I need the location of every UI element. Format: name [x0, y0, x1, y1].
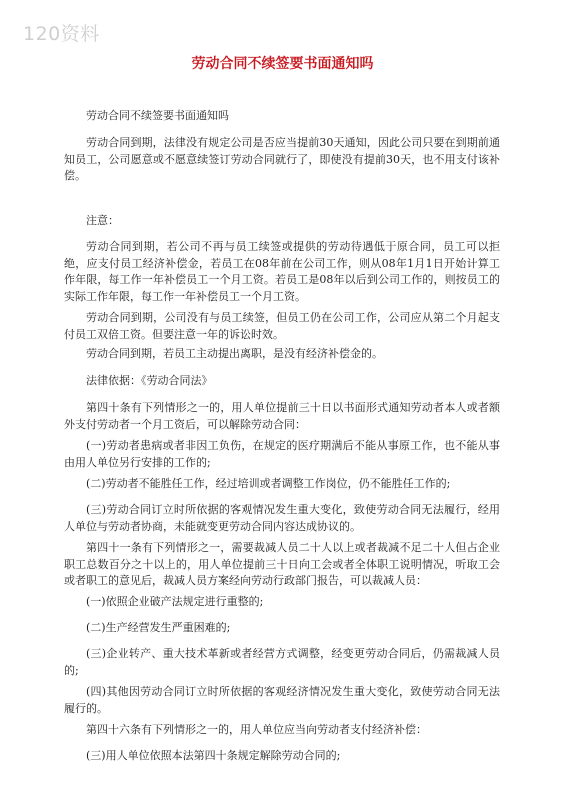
- paragraph-article-40-item-3: (三)劳动合同订立时所依据的客观情况发生重大变化，致使劳动合同无法履行，经用人单位与劳动者协商，未能就变更劳动合同内容达成协议的。: [64, 503, 500, 533]
- paragraph-article-46-item-3: (三)用人单位依照本法第四十条规定解除劳动合同的;: [86, 749, 341, 762]
- paragraph-note-label: 注意：: [86, 214, 119, 227]
- paragraph-article-41-item-2: (二)生产经营发生严重困难的;: [86, 621, 231, 634]
- paragraph-article-41: 第四十一条有下列情形之一，需要裁减人员二十人以上或者裁减不足二十人但占企业职工总数百分之十以上的，用人单位提前三十日向工会或者全体职工说明情况，听取工会或者职工的意见后，裁减人员方案经向劳动行政部门报告，可以裁减人员：: [64, 541, 500, 587]
- paragraph-article-40: 第四十条有下列情形之一的，用人单位提前三十日以书面形式通知劳动者本人或者额外支付劳动者一个月工资后，可以解除劳动合同：: [64, 401, 500, 431]
- document-title: 劳动合同不续签要书面通知吗: [191, 56, 374, 72]
- paragraph-note-compensation: 劳动合同到期，若公司不再与员工续签或提供的劳动待遇低于原合同，员工可以拒绝，应支付员工经济补偿金，若员工在08年前在公司工作，则从08年1月1日开始计算工作年限，每工作一年补偿员工一个月工资。若员工是08年以后到公司工作的，则按员工的实际工作年限，每工作一年补偿员工一个月工资。: [64, 240, 500, 303]
- paragraph-article-46: 第四十六条有下列情形之一的，用人单位应当向劳动者支付经济补偿：: [86, 723, 427, 736]
- paragraph-intro: 劳动合同到期，法律没有规定公司是否应当提前30天通知，因此公司只要在到期前通知员工，公司愿意或不愿意续签订劳动合同就行了，即使没有提前30天，也不用支付该补偿。: [64, 136, 500, 182]
- paragraph-double-wage: 劳动合同到期，公司没有与员工续签，但员工仍在公司工作，公司应从第二个月起支付员工双倍工资。但要注意一年的诉讼时效。: [64, 311, 500, 341]
- paragraph-article-41-item-3: (三)企业转产、重大技术革新或者经营方式调整，经变更劳动合同后，仍需裁减人员的;: [64, 647, 500, 677]
- paragraph-legal-basis: 法律依据：《劳动合同法》: [86, 374, 213, 387]
- paragraph-article-41-item-4: (四)其他因劳动合同订立时所依据的客观经济情况发生重大变化，致使劳动合同无法履行的。: [64, 685, 500, 715]
- paragraph-resignation: 劳动合同到期，若员工主动提出离职，是没有经济补偿金的。: [86, 347, 383, 360]
- paragraph-subtitle: 劳动合同不续签要书面通知吗: [86, 109, 229, 122]
- paragraph-article-40-item-1: (一)劳动者患病或者非因工负伤，在规定的医疗期满后不能从事原工作，也不能从事由用人单位另行安排的工作的;: [64, 439, 500, 469]
- watermark-logo: 120资料: [23, 23, 100, 45]
- paragraph-article-41-item-1: (一)依照企业破产法规定进行重整的;: [86, 595, 264, 608]
- paragraph-article-40-item-2: (二)劳动者不能胜任工作，经过培训或者调整工作岗位，仍不能胜任工作的;: [86, 477, 451, 490]
